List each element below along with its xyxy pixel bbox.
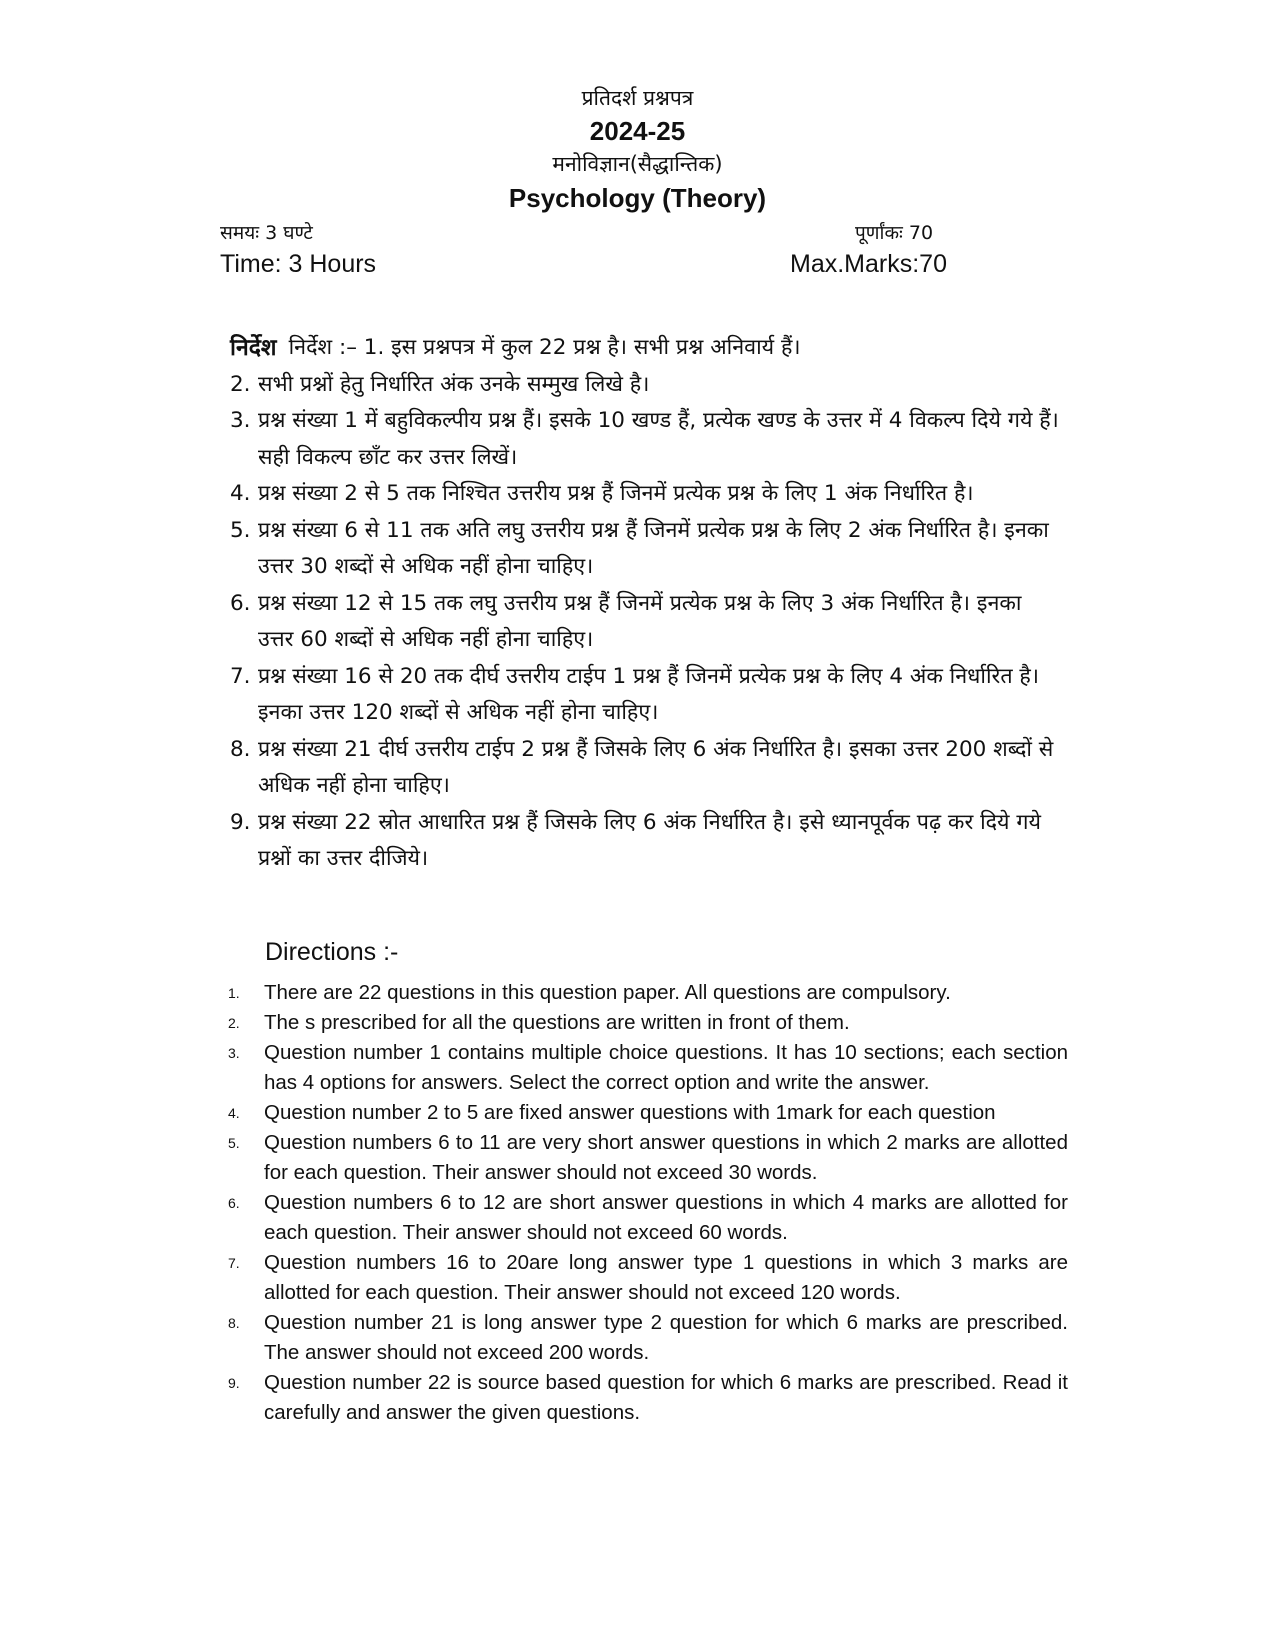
paper-year: 2024-25 bbox=[589, 116, 686, 146]
instruction-hindi-7 bbox=[230, 659, 1060, 732]
direction-text: Question numbers 6 to 12 are short answer questions in which 4 marks are allotted for each question. Their answer should not exceed 60 words. bbox=[264, 1191, 1068, 1244]
instruction-text: सभी प्रश्नों हेतु निर्धारित अंक उनके सम्मुख लिखे है। bbox=[258, 371, 650, 397]
direction-english-6 bbox=[228, 1188, 1068, 1248]
instruction-text: निर्देश :– 1. इस प्रश्नपत्र में कुल 22 प्रश्न है। सभी प्रश्न अनिवार्य हैं। bbox=[288, 335, 801, 360]
direction-number: 5. bbox=[228, 1135, 240, 1151]
direction-number: 9. bbox=[228, 1375, 240, 1391]
instruction-number: 3. bbox=[230, 408, 251, 433]
instruction-text: प्रश्न संख्या 16 से 20 तक दीर्घ उत्तरीय टाईप 1 प्रश्न हैं जिनमें प्रत्येक प्रश्न के लिए 4 अंक निर्धारित है। इनका उत्तर 120 शब्दों से अधिक नहीं होना चाहिए। bbox=[258, 663, 1039, 725]
instruction-number: 5. bbox=[230, 517, 251, 543]
instruction-text: प्रश्न संख्या 22 स्रोत आधारित प्रश्न हैं जिसके लिए 6 अंक निर्धारित है। इसे ध्यानपूर्वक पढ़ कर दिये गये प्रश्नों का उत्तर दीजिये। bbox=[258, 809, 1041, 871]
subject-english: Psychology (Theory) bbox=[508, 183, 767, 213]
direction-text: Question numbers 6 to 11 are very short answer questions in which 2 marks are allotted for each question. Their answer should not exceed 30 words. bbox=[264, 1131, 1068, 1184]
instruction-text: प्रश्न संख्या 6 से 11 तक अति लघु उत्तरीय प्रश्न हैं जिनमें प्रत्येक प्रश्न के लिए 2 अंक निर्धारित है। इनका उत्तर 30 शब्दों से अधिक नहीं होना चाहिए। bbox=[258, 517, 1049, 579]
direction-english-8 bbox=[228, 1308, 1068, 1368]
direction-number: 4. bbox=[228, 1105, 240, 1121]
time-english: Time: 3 Hours bbox=[220, 250, 377, 278]
direction-number: 6. bbox=[228, 1195, 240, 1211]
direction-text: Question number 1 contains multiple choice questions. It has 10 sections; each section has 4 options for answers. Select the correct option and write the answer. bbox=[264, 1041, 1068, 1094]
direction-text: Question number 21 is long answer type 2 question for which 6 marks are prescribed. The answer should not exceed 200 words. bbox=[264, 1311, 1068, 1364]
instruction-number: 2. bbox=[230, 371, 251, 397]
direction-number: 2. bbox=[228, 1015, 240, 1031]
instruction-number: 8. bbox=[230, 736, 251, 762]
direction-english-7 bbox=[228, 1248, 1068, 1308]
direction-number: 3. bbox=[228, 1045, 240, 1061]
direction-english-4 bbox=[228, 1098, 1068, 1128]
direction-english-5 bbox=[228, 1128, 1068, 1188]
subject-hindi: मनोविज्ञान(सैद्धान्तिक) bbox=[552, 152, 723, 176]
direction-number: 7. bbox=[228, 1255, 240, 1271]
paper-title-hindi: प्रतिदर्श प्रश्नपत्र bbox=[581, 86, 694, 110]
instruction-text: प्रश्न संख्या 21 दीर्घ उत्तरीय टाईप 2 प्रश्न हैं जिसके लिए 6 अंक निर्धारित है। इसका उत्तर 200 शब्दों से अधिक नहीं होना चाहिए। bbox=[258, 736, 1054, 798]
direction-number: 1. bbox=[228, 985, 240, 1001]
instruction-hindi-6 bbox=[230, 586, 1060, 659]
instruction-hindi-4 bbox=[230, 476, 1060, 513]
instruction-number: 6. bbox=[230, 590, 251, 616]
instructions-label: निर्देश bbox=[230, 335, 277, 361]
direction-text: There are 22 questions in this question paper. All questions are compulsory. bbox=[264, 981, 951, 1004]
direction-text: Question numbers 16 to 20are long answer type 1 questions in which 3 marks are allotted for each question. Their answer should not exceed 120 words. bbox=[264, 1251, 1068, 1304]
instruction-text: प्रश्न संख्या 12 से 15 तक लघु उत्तरीय प्रश्न हैं जिनमें प्रत्येक प्रश्न के लिए 3 अंक निर्धारित है। इनका उत्तर 60 शब्दों से अधिक नहीं होना चाहिए। bbox=[258, 590, 1022, 652]
max-marks-hindi: पूर्णांकः 70 bbox=[855, 222, 934, 244]
instruction-number: 9. bbox=[230, 809, 251, 835]
instruction-text: प्रश्न संख्या 1 में बहुविकल्पीय प्रश्न हैं। इसके 10 खण्ड हैं, प्रत्येक खण्ड के उत्तर में 4 विकल्प दिये गये हैं। सही विकल्प छाँट कर उत्तर लिखें। bbox=[258, 408, 1059, 470]
instruction-hindi-9 bbox=[230, 805, 1060, 878]
instruction-hindi-5 bbox=[230, 513, 1060, 586]
direction-english-9 bbox=[228, 1368, 1068, 1428]
instruction-hindi-8 bbox=[230, 732, 1060, 805]
instruction-hindi-1 bbox=[230, 330, 1060, 367]
time-hindi: समयः 3 घण्टे bbox=[220, 222, 313, 244]
direction-english-1 bbox=[228, 978, 1068, 1008]
directions-heading: Directions :- bbox=[265, 938, 399, 966]
direction-number: 8. bbox=[228, 1315, 240, 1331]
direction-text: Question number 2 to 5 are fixed answer questions with 1mark for each question bbox=[264, 1101, 996, 1124]
directions-english bbox=[228, 978, 1068, 1428]
instruction-text: प्रश्न संख्या 2 से 5 तक निश्चित उत्तरीय प्रश्न हैं जिनमें प्रत्येक प्रश्न के लिए 1 अंक निर्धारित है। bbox=[258, 481, 974, 506]
instructions-hindi bbox=[230, 330, 1060, 878]
instruction-number: 7. bbox=[230, 663, 251, 689]
instruction-number: 4. bbox=[230, 481, 251, 506]
direction-text: The s prescribed for all the questions are written in front of them. bbox=[264, 1011, 850, 1034]
direction-english-2 bbox=[228, 1008, 1068, 1038]
instruction-hindi-3 bbox=[230, 403, 1060, 476]
direction-english-3 bbox=[228, 1038, 1068, 1098]
direction-text: Question number 22 is source based question for which 6 marks are prescribed. Read it carefully and answer the given questions. bbox=[264, 1371, 1068, 1424]
max-marks-english: Max.Marks:70 bbox=[790, 250, 947, 278]
instruction-hindi-2 bbox=[230, 367, 1060, 404]
